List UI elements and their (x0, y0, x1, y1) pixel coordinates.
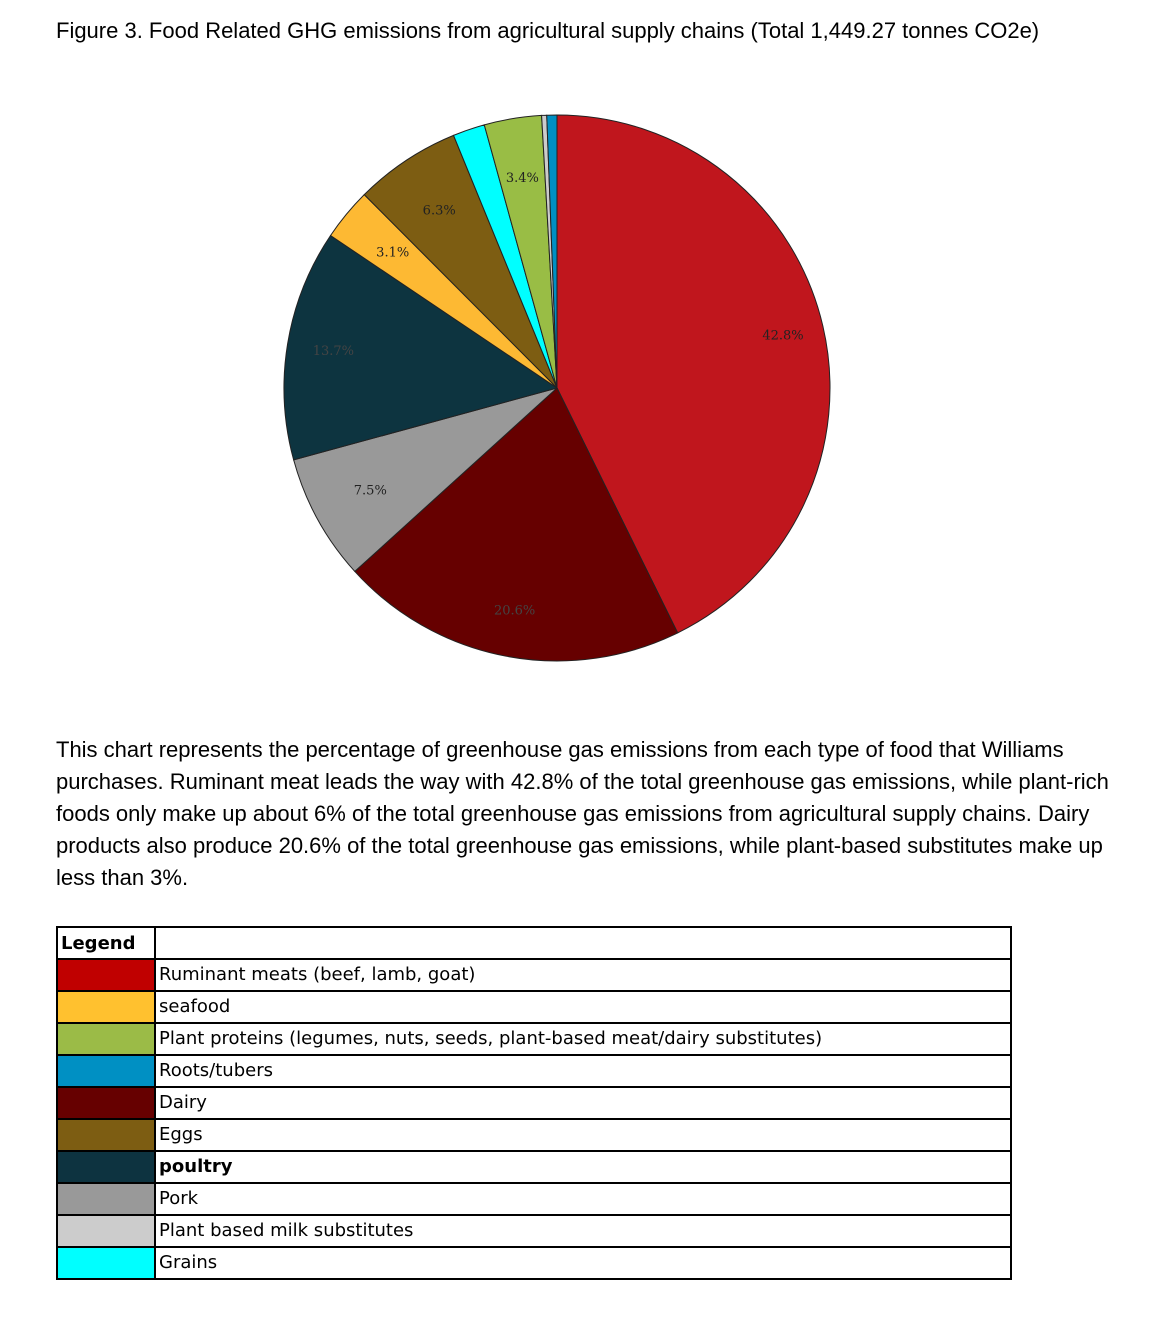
legend-label: Pork (155, 1183, 1011, 1215)
legend-swatch (57, 1119, 155, 1151)
pie-slice-label: 6.3% (422, 203, 456, 219)
legend-row (57, 1151, 1011, 1183)
legend-swatch (57, 1215, 155, 1247)
legend-header-blank (155, 927, 1011, 959)
legend-swatch (57, 959, 155, 991)
pie-slice-label: 3.4% (505, 170, 539, 186)
legend-row (57, 1023, 1011, 1055)
pie-slice-label: 13.7% (312, 344, 355, 360)
pie-slice-label: 7.5% (353, 483, 387, 499)
legend-swatch (57, 1183, 155, 1215)
legend-row (57, 1183, 1011, 1215)
figure-title: Figure 3. Food Related GHG emissions from agricultural supply chains (Total 1,449.27 tonnes CO2e) (56, 18, 1040, 43)
legend-swatch (57, 1087, 155, 1119)
legend-row (57, 1215, 1011, 1247)
legend-row (57, 1055, 1011, 1087)
pie-slice-label: 42.8% (762, 328, 804, 344)
legend-swatch (57, 1151, 155, 1183)
legend-swatch (57, 1247, 155, 1279)
legend-row (57, 1087, 1011, 1119)
legend-header: Legend (57, 927, 155, 959)
legend-label: Grains (155, 1247, 1011, 1279)
pie-slice-label: 20.6% (493, 603, 536, 619)
legend-label: Plant based milk substitutes (155, 1215, 1011, 1247)
pie-slice-label: 3.1% (376, 245, 410, 261)
legend-table (56, 926, 1012, 1280)
legend-label: Ruminant meats (beef, lamb, goat) (155, 959, 1011, 991)
legend-row (57, 959, 1011, 991)
legend-row (57, 1119, 1011, 1151)
chart-description: This chart represents the percentage of greenhouse gas emissions from each type of food that Williams purchases. Ruminant meat leads the way with 42.8% of the total greenhouse gas emissions, while plant-rich foods only make up about 6% of the total greenhouse gas emissions from agricultural supply chains. Dairy products also produce 20.6% of the total greenhouse gas emissions, while plant-based substitutes make up less than 3%. (56, 737, 1109, 890)
legend-swatch (57, 1055, 155, 1087)
legend-swatch (57, 991, 155, 1023)
legend-swatch (57, 1023, 155, 1055)
legend-label: Roots/tubers (155, 1055, 1011, 1087)
legend-row (57, 991, 1011, 1023)
legend-label: seafood (155, 991, 1011, 1023)
legend-row (57, 1247, 1011, 1279)
legend-header-row (57, 927, 1011, 959)
legend-label: Eggs (155, 1119, 1011, 1151)
legend-label: poultry (155, 1151, 1011, 1183)
legend-label: Dairy (155, 1087, 1011, 1119)
legend-label: Plant proteins (legumes, nuts, seeds, plant-based meat/dairy substitutes) (155, 1023, 1011, 1055)
